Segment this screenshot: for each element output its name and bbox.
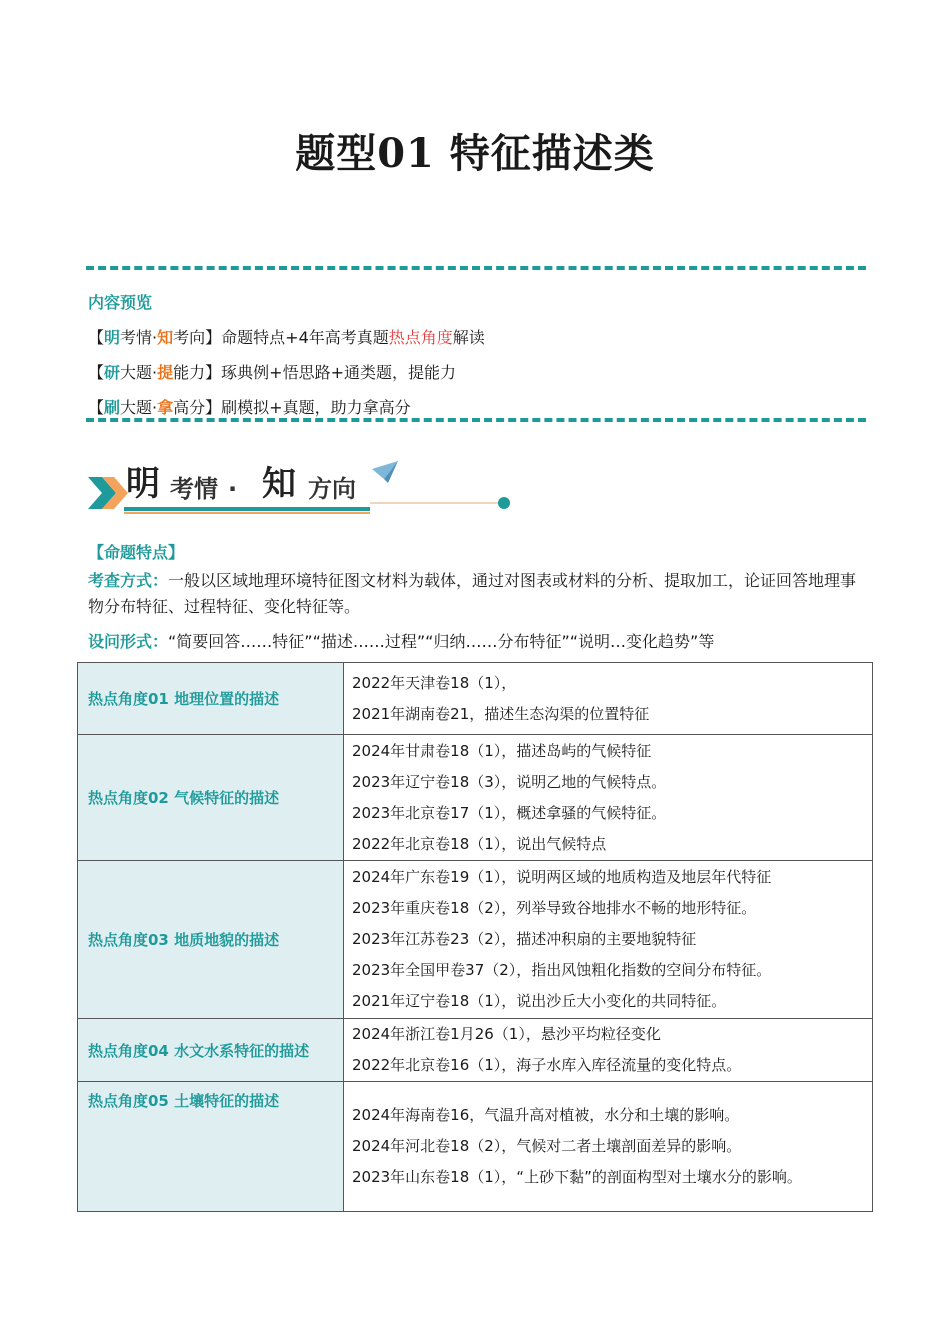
banner-underline xyxy=(124,507,370,511)
banner-text-kaoqing: 考情 xyxy=(170,475,218,503)
table-row xyxy=(78,663,873,735)
table-row xyxy=(78,861,873,1019)
divider-bottom xyxy=(86,418,866,422)
list-item: 2023年重庆卷18（2），列举导致谷地排水不畅的地形特征。 xyxy=(352,899,757,917)
list-item: 2024年甘肃卷18（1），描述岛屿的气候特征 xyxy=(352,741,652,760)
table-row xyxy=(78,735,873,861)
list-item: 2021年辽宁卷18（1），说出沙丘大小变化的共同特征。 xyxy=(352,992,727,1010)
list-item: 2023年江苏卷23（2），描述冲积扇的主要地貌特征 xyxy=(352,930,697,948)
angle-cell: 热点角度01 地理位置的描述 xyxy=(78,663,344,735)
list-item: 2023年辽宁卷18（3），说明乙地的气候特点。 xyxy=(352,772,667,791)
list-item: 2024年海南卷16，气温升高对植被，水分和土壤的影响。 xyxy=(352,1106,740,1124)
exam-method-paragraph xyxy=(88,568,864,620)
banner-graphic xyxy=(86,455,526,525)
paper-plane-icon xyxy=(372,461,398,479)
list-item: 2023年北京卷17（1），概述拿骚的气候特征。 xyxy=(352,803,667,822)
preview-line-2: 【研大题·提能力】琢典例+悟思路+通类题，提能力 xyxy=(88,363,456,382)
section-heading: 【命题特点】 xyxy=(88,543,185,562)
banner-char-ming: 明 xyxy=(126,464,160,504)
items-cell xyxy=(344,735,873,861)
preview-line-1: 【明考情·知考向】命题特点+4年高考真题热点角度解读 xyxy=(88,328,485,347)
table-row xyxy=(78,1082,873,1212)
question-form-label: 设问形式： xyxy=(88,632,169,651)
exam-method-text: 一般以区域地理环境特征图文材料为载体，通过对图表或材料的分析、提取加工，论证回答地理事物分布特征、过程特征、变化特征等。 xyxy=(88,571,857,616)
page-title: 题型01 特征描述类 xyxy=(295,130,655,177)
items-cell xyxy=(344,1019,873,1082)
preview-heading: 内容预览 xyxy=(88,293,153,312)
banner-dot-char: · xyxy=(228,475,238,503)
divider-top xyxy=(86,266,866,270)
banner-char-zhi: 知 xyxy=(262,464,296,504)
preview-line-3: 【刷大题·拿高分】刷模拟+真题，助力拿高分 xyxy=(88,398,411,417)
angle-cell: 热点角度02 气候特征的描述 xyxy=(78,735,344,861)
list-item: 2024年浙江卷1月26（1），悬沙平均粒径变化 xyxy=(352,1025,661,1043)
items-cell xyxy=(344,1082,873,1212)
list-item: 2022年天津卷18（1）， xyxy=(352,673,517,692)
angle-cell: 热点角度04 水文水系特征的描述 xyxy=(78,1019,344,1082)
angle-cell: 热点角度03 地质地貌的描述 xyxy=(78,861,344,1019)
angle-cell: 热点角度05 土壤特征的描述 xyxy=(78,1082,344,1212)
banner-dot xyxy=(498,497,510,509)
list-item: 2022年北京卷16（1），海子水库入库径流量的变化特点。 xyxy=(352,1056,742,1074)
hot-angle-table xyxy=(77,662,873,1212)
list-item: 2024年河北卷18（2），气候对二者土壤剖面差异的影响。 xyxy=(352,1137,742,1155)
list-item: 2024年广东卷19（1），说明两区域的地质构造及地层年代特征 xyxy=(352,868,772,886)
list-item: 2021年湖南卷21，描述生态沟渠的位置特征 xyxy=(352,704,650,723)
items-cell xyxy=(344,663,873,735)
banner-underline-accent xyxy=(124,512,370,514)
list-item: 2023年全国甲卷37（2），指出风蚀粗化指数的空间分布特征。 xyxy=(352,961,772,979)
question-form-text: “简要回答……特征”“描述……过程”“归纳……分布特征”“说明…变化趋势”等 xyxy=(168,632,715,651)
section-banner xyxy=(86,455,526,525)
banner-text-fangxiang: 方向 xyxy=(308,475,356,503)
exam-method-label: 考查方式： xyxy=(88,571,169,590)
table-row xyxy=(78,1019,873,1082)
list-item: 2023年山东卷18（1），“上砂下黏”的剖面构型对土壤水分的影响。 xyxy=(352,1168,802,1186)
items-cell xyxy=(344,861,873,1019)
list-item: 2022年北京卷18（1），说出气候特点 xyxy=(352,834,607,853)
question-form-paragraph xyxy=(88,629,864,655)
